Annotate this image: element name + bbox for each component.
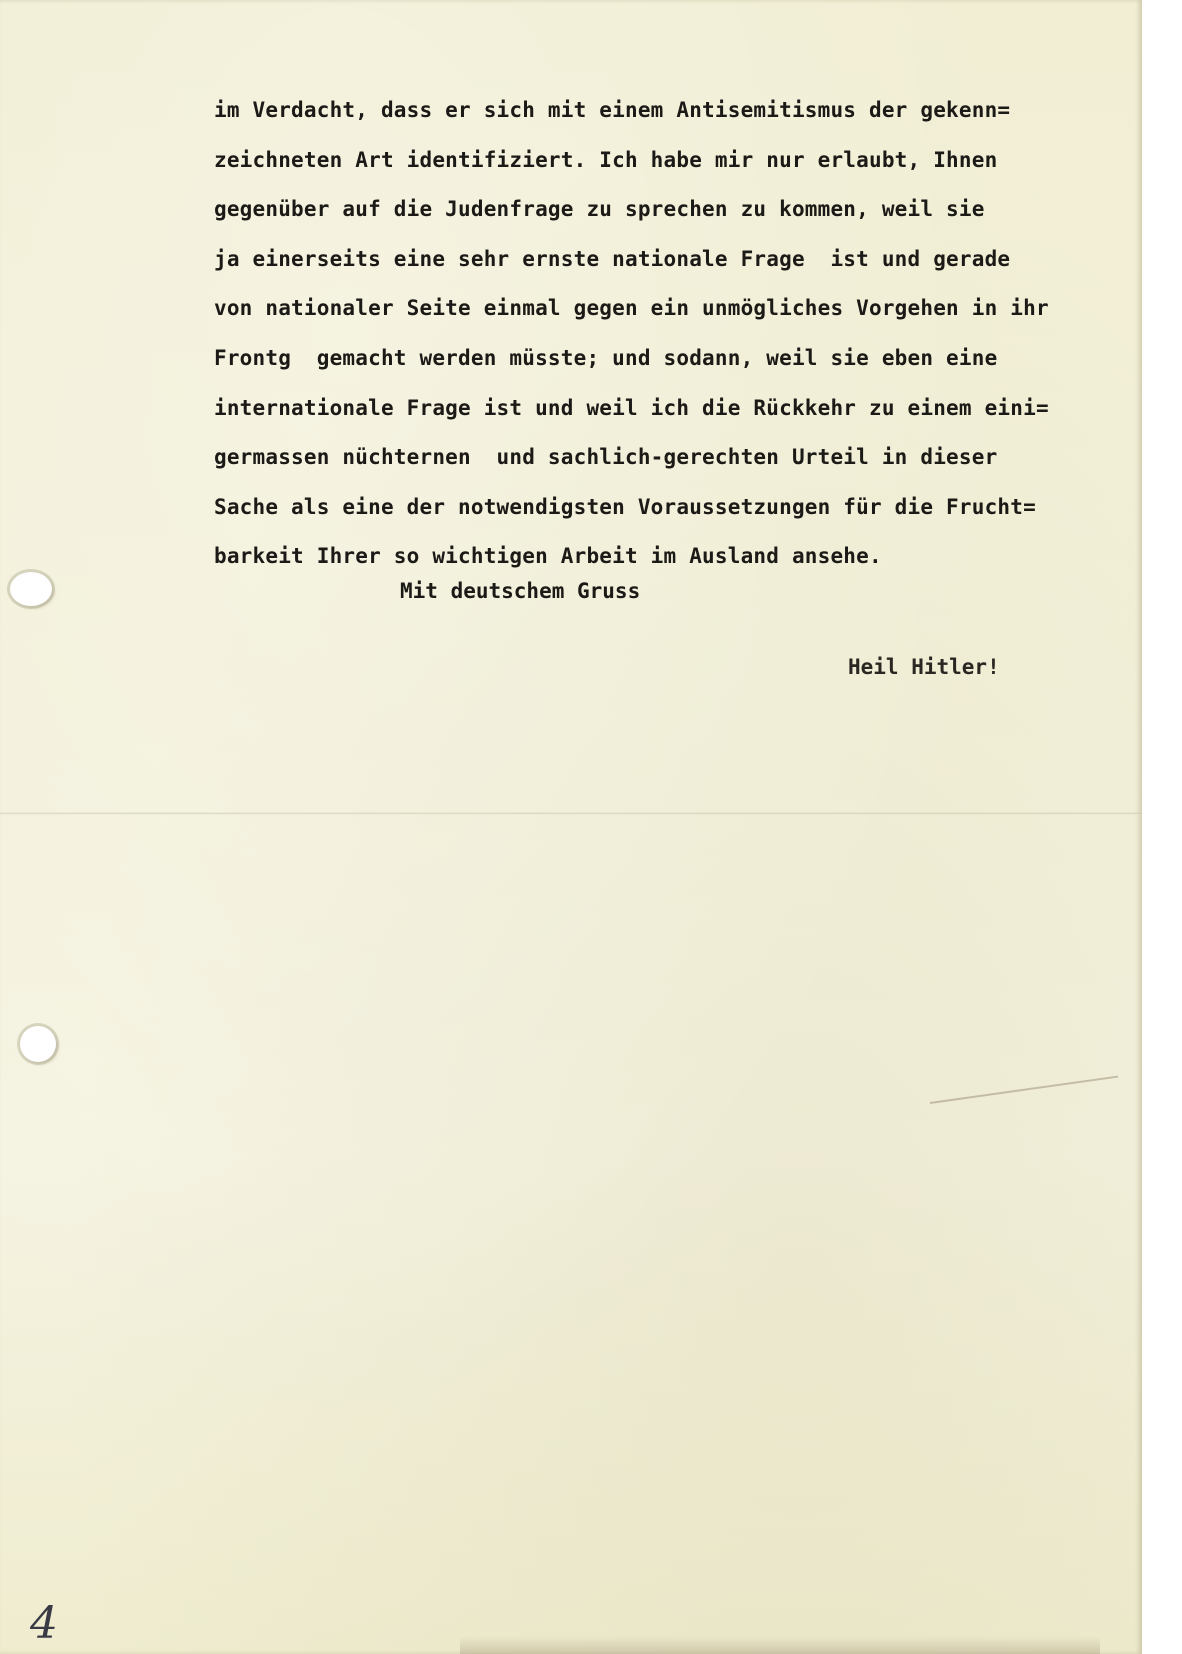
body-line: zeichneten Art identifiziert. Ich habe mir nur erlaubt, Ihnen (214, 147, 998, 172)
body-line: ja einerseits eine sehr ernste nationale Frage ist und gerade (214, 246, 1011, 271)
torn-bottom-edge (460, 1636, 1100, 1654)
letter-closing: Mit deutschem Gruss (400, 579, 641, 603)
body-line: Sache als eine der notwendigsten Voraussetzungen für die Frucht= (214, 494, 1036, 519)
body-line: im Verdacht, dass er sich mit einem Antisemitismus der gekenn= (214, 98, 1011, 122)
body-line: Frontg gemacht werden müsste; und sodann, weil sie eben eine (214, 345, 998, 370)
body-line: von nationaler Seite einmal gegen ein unmögliches Vorgehen in ihr (214, 296, 1049, 321)
body-line: gegenüber auf die Judenfrage zu sprechen zu kommen, weil sie (214, 197, 985, 222)
letter-body (214, 86, 1154, 582)
handwritten-page-number: 4 (30, 1598, 58, 1649)
body-line: germassen nüchternen und sachlich-gerechten Urteil in dieser (214, 445, 998, 470)
punch-hole (10, 572, 52, 606)
punch-hole (20, 1026, 56, 1062)
paper-fold (0, 812, 1142, 815)
body-line: internationale Frage ist und weil ich die Rückkehr zu einem eini= (214, 395, 1049, 420)
body-line: barkeit Ihrer so wichtigen Arbeit im Ausland ansehe. (214, 544, 882, 569)
paper-crease (930, 1076, 1118, 1104)
letter-salutation: Heil Hitler! (848, 655, 1000, 679)
